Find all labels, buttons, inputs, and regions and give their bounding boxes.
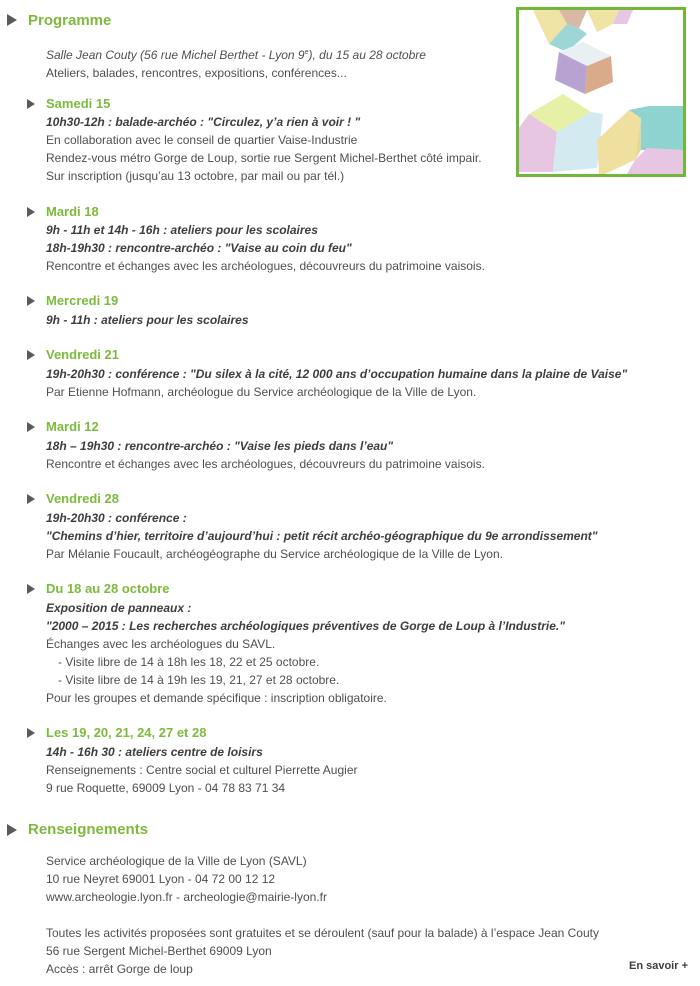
event-detail: Échanges avec les archéologues du SAVL. bbox=[46, 637, 276, 651]
event-detail: Rencontre et échanges avec les archéologues, découvreurs du patrimoine vaisois. bbox=[46, 457, 485, 471]
event-detail: Par Etienne Hofmann, archéologue du Service archéologique de la Ville de Lyon. bbox=[46, 385, 477, 399]
contact-line: 10 rue Neyret 69001 Lyon - 04 72 00 12 12 bbox=[46, 872, 276, 886]
event-detail: Par Mélanie Foucault, archéogéographe du Service archéologique de la Ville de Lyon. bbox=[46, 547, 503, 561]
event-detail: Rencontre et échanges avec les archéologues, découvreurs du patrimoine vaisois. bbox=[46, 259, 485, 273]
event-date: Vendredi 21 bbox=[46, 347, 119, 362]
event-title: 18h-19h30 : rencontre-archéo : "Vaise au coin du feu" bbox=[46, 241, 352, 255]
triangle-right-icon bbox=[7, 14, 17, 26]
triangle-right-icon bbox=[27, 584, 35, 594]
event-title: 19h-20h30 : conférence : "Du silex à la cité, 12 000 ans d’occupation humaine dans la plaine de Vaise" bbox=[46, 367, 628, 381]
info-line: 56 rue Sergent Michel-Berthet 69009 Lyon bbox=[46, 944, 272, 958]
triangle-right-icon bbox=[27, 296, 35, 306]
event-date: Mardi 18 bbox=[46, 204, 99, 219]
event-detail: - Visite libre de 14 à 19h les 19, 21, 27 et 28 octobre. bbox=[58, 673, 340, 687]
more-info-link[interactable]: En savoir + bbox=[629, 960, 689, 972]
event-detail: Sur inscription (jusqu’au 13 octobre, par mail ou par tél.) bbox=[46, 169, 345, 183]
contact-line: www.archeologie.lyon.fr - archeologie@mairie-lyon.fr bbox=[46, 890, 327, 904]
triangle-right-icon bbox=[27, 422, 35, 432]
event-date: Samedi 15 bbox=[46, 96, 111, 111]
event-title: 9h - 11h : ateliers pour les scolaires bbox=[46, 313, 249, 327]
contact-line: Service archéologique de la Ville de Lyon (SAVL) bbox=[46, 854, 307, 868]
event-date: Du 18 au 28 octobre bbox=[46, 581, 170, 596]
programme-activities: Ateliers, balades, rencontres, expositions, conférences... bbox=[46, 66, 347, 80]
info-line: Accès : arrêt Gorge de loup bbox=[46, 962, 193, 976]
renseignements-title: Renseignements bbox=[28, 821, 149, 838]
triangle-right-icon bbox=[7, 824, 17, 836]
event-title: 18h – 19h30 : rencontre-archéo : "Vaise les pieds dans l’eau" bbox=[46, 439, 394, 453]
event-date: Vendredi 28 bbox=[46, 491, 119, 506]
venue-superscript: e bbox=[304, 49, 309, 56]
event-detail: Pour les groupes et demande spécifique : inscription obligatoire. bbox=[46, 691, 387, 705]
event-title: 19h-20h30 : conférence : bbox=[46, 511, 187, 525]
venue-text: Salle Jean Couty (56 rue Michel Berthet - Lyon 9 bbox=[46, 48, 305, 62]
event-date: Mardi 12 bbox=[46, 419, 99, 434]
triangle-right-icon bbox=[27, 99, 35, 109]
event-title: "Chemins d’hier, territoire d’aujourd’hui : petit récit archéo-géographique du 9e arrondissement" bbox=[46, 529, 598, 543]
event-title: 9h - 11h et 14h - 16h : ateliers pour les scolaires bbox=[46, 223, 318, 237]
triangle-right-icon bbox=[27, 494, 35, 504]
cubes-svg bbox=[519, 10, 683, 174]
event-detail: 9 rue Roquette, 69009 Lyon - 04 78 83 71 34 bbox=[46, 781, 286, 795]
event-date: Mercredi 19 bbox=[46, 293, 119, 308]
event-detail: - Visite libre de 14 à 18h les 18, 22 et 25 octobre. bbox=[58, 655, 320, 669]
cubes-illustration bbox=[516, 7, 686, 177]
event-title: 10h30-12h : balade-archéo : "Circulez, y’a rien à voir ! " bbox=[46, 115, 361, 129]
triangle-right-icon bbox=[27, 350, 35, 360]
info-line: Toutes les activités proposées sont gratuites et se déroulent (sauf pour la balade) à l’espace Jean Couty bbox=[46, 926, 599, 940]
event-title: Exposition de panneaux : bbox=[46, 601, 192, 615]
venue-dates: ), du 15 au 28 octobre bbox=[308, 48, 426, 62]
event-title: "2000 – 2015 : Les recherches archéologiques préventives de Gorge de Loup à l’Industrie." bbox=[46, 619, 565, 633]
event-detail: Renseignements : Centre social et culturel Pierrette Augier bbox=[46, 763, 358, 777]
event-detail: En collaboration avec le conseil de quartier Vaise-Industrie bbox=[46, 133, 358, 147]
event-detail: Rendez-vous métro Gorge de Loup, sortie rue Sergent Michel-Berthet côté impair. bbox=[46, 151, 482, 165]
programme-title: Programme bbox=[28, 12, 112, 29]
triangle-right-icon bbox=[27, 207, 35, 217]
triangle-right-icon bbox=[27, 728, 35, 738]
event-date: Les 19, 20, 21, 24, 27 et 28 bbox=[46, 725, 207, 740]
programme-venue bbox=[46, 46, 426, 64]
event-title: 14h - 16h 30 : ateliers centre de loisirs bbox=[46, 745, 263, 759]
